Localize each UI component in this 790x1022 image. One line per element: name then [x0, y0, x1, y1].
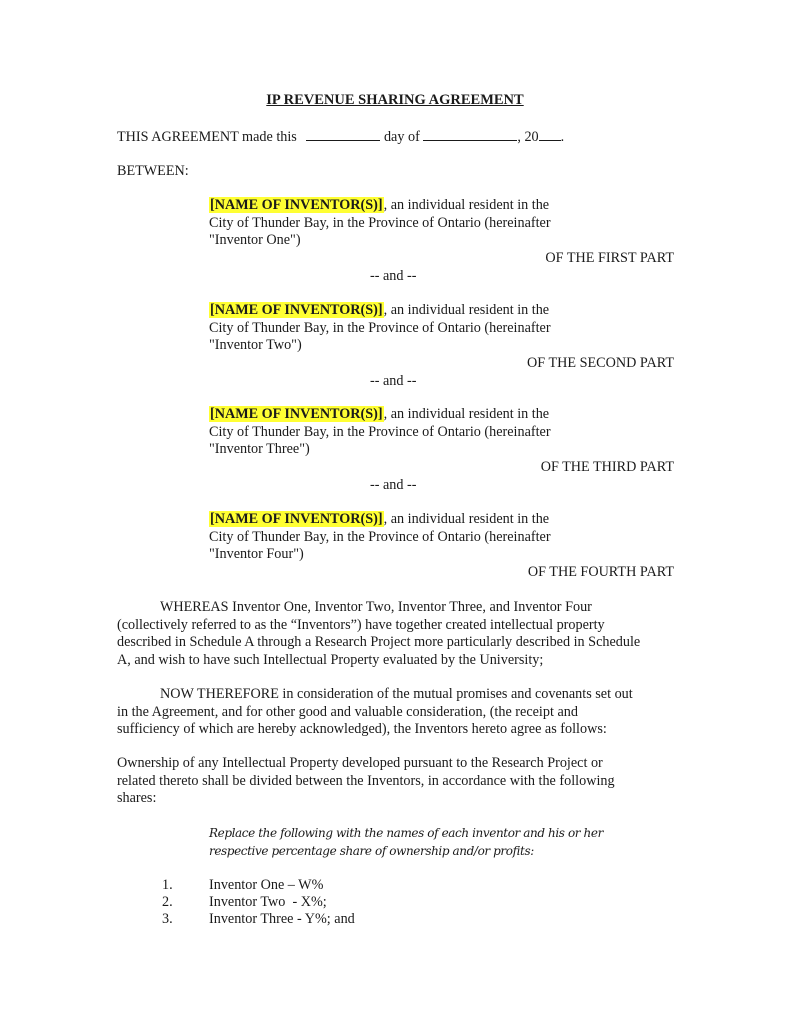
inventor-name-placeholder[interactable]: [NAME OF INVENTOR(S)] — [210, 406, 383, 422]
party-line2: City of Thunder Bay, in the Province of Ontario (hereinafter — [209, 528, 551, 545]
whereas-line: WHEREAS Inventor One, Inventor Two, Inventor Three, and Inventor Four — [160, 599, 592, 615]
day-blank-field[interactable] — [306, 128, 380, 141]
part-label-second: OF THE SECOND PART — [527, 355, 674, 371]
whereas-paragraph — [117, 599, 677, 669]
now-therefore-line: in the Agreement, and for other good and valuable consideration, (the receipt and — [117, 703, 578, 720]
day-of-label: day of — [383, 129, 420, 145]
now-therefore-line: NOW THEREFORE in consideration of the mutual promises and covenants set out — [160, 686, 633, 702]
year-prefix: , 20 — [517, 129, 539, 145]
and-separator: -- and -- — [370, 268, 417, 284]
intro-prefix: THIS AGREEMENT made this — [117, 129, 297, 145]
party-line1-rest: , an individual resident in the — [383, 197, 550, 213]
between-label: BETWEEN: — [117, 163, 189, 179]
list-item-share: Inventor Three - Y%; and — [209, 911, 355, 927]
inventor-name-placeholder[interactable]: [NAME OF INVENTOR(S)] — [210, 511, 383, 527]
party-line3: "Inventor Three") — [209, 441, 310, 457]
party-line2: City of Thunder Bay, in the Province of Ontario (hereinafter — [209, 319, 551, 336]
list-number: 2. — [162, 894, 173, 910]
whereas-line: (collectively referred to as the “Inventors”) have together created intellectual property — [117, 616, 605, 633]
instruction-line: Replace the following with the names of each inventor and his or her — [209, 826, 603, 840]
list-number: 1. — [162, 877, 173, 893]
party-block-1 — [209, 197, 551, 250]
instruction-line: respective percentage share of ownership and/or profits: — [209, 844, 534, 858]
inventor-name-placeholder[interactable]: [NAME OF INVENTOR(S)] — [210, 302, 383, 318]
agreement-date-line — [117, 128, 564, 146]
party-block-2 — [209, 302, 551, 355]
year-blank-field[interactable] — [539, 128, 561, 141]
list-number: 3. — [162, 911, 173, 927]
party-line3: "Inventor Four") — [209, 546, 304, 562]
party-line2: City of Thunder Bay, in the Province of Ontario (hereinafter — [209, 214, 551, 231]
part-label-fourth: OF THE FOURTH PART — [527, 564, 674, 580]
inventor-name-placeholder[interactable]: [NAME OF INVENTOR(S)] — [210, 197, 383, 213]
document-title: IP REVENUE SHARING AGREEMENT — [266, 92, 524, 108]
party-line3: "Inventor Two") — [209, 337, 302, 353]
party-block-3 — [209, 406, 551, 459]
list-item-share: Inventor One – W% — [209, 877, 324, 893]
party-line1-rest: , an individual resident in the — [383, 302, 550, 318]
whereas-line: described in Schedule A through a Research Project more particularly described in Schedule — [117, 634, 641, 650]
party-block-4 — [209, 511, 551, 564]
intro-suffix: . — [560, 129, 565, 145]
instruction-note — [209, 824, 603, 860]
list-item-share: Inventor Two - X%; — [209, 894, 327, 910]
part-label-third: OF THE THIRD PART — [540, 459, 674, 475]
now-therefore-paragraph — [117, 686, 677, 739]
and-separator: -- and -- — [370, 373, 417, 389]
ownership-line: shares: — [117, 790, 157, 806]
month-blank-field[interactable] — [423, 128, 517, 141]
and-separator: -- and -- — [370, 477, 417, 493]
now-therefore-line: sufficiency of which are hereby acknowledged), the Inventors hereto agree as follows: — [117, 721, 607, 737]
ownership-line: related thereto shall be divided between the Inventors, in accordance with the following — [117, 772, 615, 789]
party-line1-rest: , an individual resident in the — [383, 406, 550, 422]
party-line3: "Inventor One") — [209, 232, 301, 248]
whereas-line: A, and wish to have such Intellectual Property evaluated by the University; — [117, 651, 544, 668]
part-label-first: OF THE FIRST PART — [545, 250, 674, 266]
party-line1-rest: , an individual resident in the — [383, 511, 550, 527]
ownership-paragraph — [117, 755, 677, 808]
ownership-line: Ownership of any Intellectual Property developed pursuant to the Research Project or — [117, 755, 603, 771]
party-line2: City of Thunder Bay, in the Province of Ontario (hereinafter — [209, 423, 551, 440]
